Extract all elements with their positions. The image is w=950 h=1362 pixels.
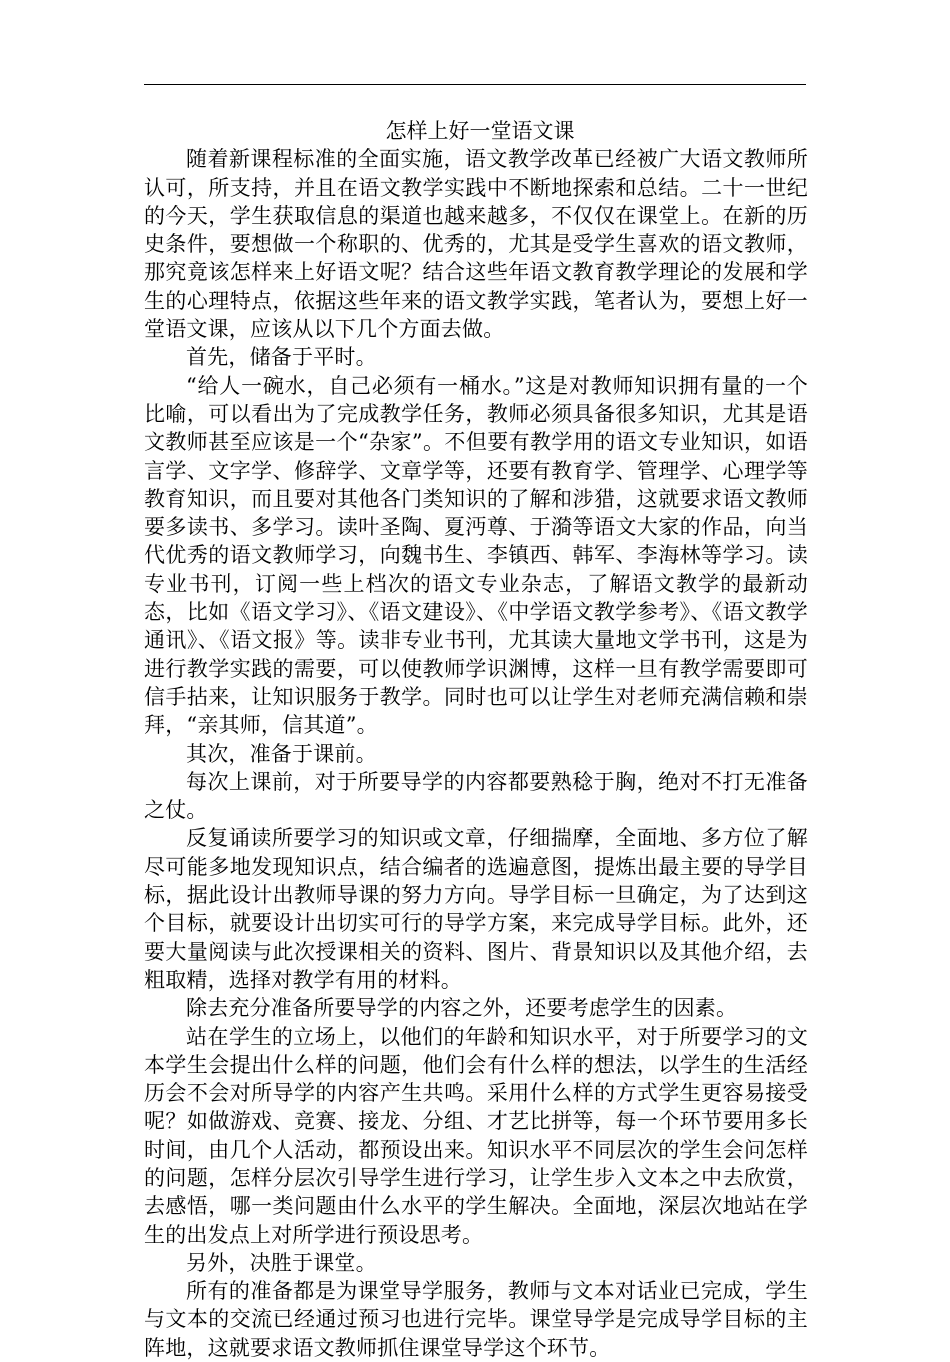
paragraph-classroom: 所有的准备都是为课堂导学服务，教师与文本对话业已完成，学生与文本的交流已经通过预习也进行完毕。课堂导学是完成导学目标的主阵地，这就要求语文教师抓住课堂导学这个环节。: [144, 1279, 808, 1360]
section-heading-second: 其次，准备于课前。: [186, 741, 377, 766]
paragraph-knowledge: “给人一碗水，自己必须有一桶水。”这是对教师知识拥有量的一个比喻，可以看出为了完成教学任务，教师必须具备很多知识，尤其是语文教师甚至应该是一个“杂家”。不但要有教学用的语文专业知识，如语言学、文字学、修辞学、文章学等，还要有教育学、管理学、心理学等教育知识，而且要对其他各门类知识的了解和涉猎，这就要求语文教师要多读书、多学习。读叶圣陶、夏沔尊、于漪等语文大家的作品，向当代优秀的语文教师学习，向魏书生、李镇西、韩军、李海林等学习。读专业书刊，订阅一些上档次的语文专业杂志，了解语文教学的最新动态，比如《语文学习》、《语文建设》、《中学语文教学参考》、《语文教学通讯》、《语文报》等。读非专业书刊，尤其读大量地文学书刊，这是为进行教学实践的需要，可以使教师学识渊博，这样一旦有教学需要即可信手拈来，让知识服务于教学。同时也可以让学生对老师充满信赖和崇拜，“亲其师，信其道”。: [144, 373, 808, 738]
paragraph-student-factors: 除去充分准备所要导学的内容之外，还要考虑学生的因素。: [186, 996, 738, 1021]
document-body: [144, 117, 808, 1362]
section-heading-third: 另外，决胜于课堂。: [186, 1250, 377, 1275]
header-rule: [144, 84, 806, 85]
paragraph-reading: 反复诵读所要学习的知识或文章，仔细揣摩，全面地、多方位了解尽可能多地发现知识点，结合编者的选遍意图，提炼出最主要的导学目标，据此设计出教师导课的努力方向。导学目标一旦确定，为了达到这个目标，就要设计出切实可行的导学方案，来完成导学目标。此外，还要大量阅读与此次授课相关的资料、图片、背景知识以及其他介绍，去粗取精，选择对教学有用的材料。: [144, 826, 808, 992]
paragraph-student-perspective: 站在学生的立场上，以他们的年龄和知识水平，对于所要学习的文本学生会提出什么样的问题，他们会有什么样的想法，以学生的生活经历会不会对所导学的内容产生共鸣。采用什么样的方式学生更容易接受呢？如做游戏、竞赛、接龙、分组、才艺比拼等，每一个环节要用多长时间，由几个人活动，都预设出来。知识水平不同层次的学生会问怎样的问题，怎样分层次引导学生进行学习，让学生步入文本之中去欣赏，去感悟，哪一类问题由什么水平的学生解决。全面地，深层次地站在学生的出发点上对所学进行预设思考。: [144, 1024, 808, 1247]
paragraph-preparation: 每次上课前，对于所要导学的内容都要熟稔于胸，绝对不打无准备之仗。: [144, 769, 808, 823]
document-title: 怎样上好一堂语文课: [385, 119, 575, 143]
paragraph-intro: 随着新课程标准的全面实施，语文教学改革已经被广大语文教师所认可，所支持，并且在语文教学实践中不断地探索和总结。二十一世纪的今天，学生获取信息的渠道也越来越多，不仅仅在课堂上。在新的历史条件，要想做一个称职的、优秀的，尤其是受学生喜欢的语文教师，那究竟该怎样来上好语文呢？结合这些年语文教育教学理论的发展和学生的心理特点，依据这些年来的语文教学实践，笔者认为，要想上好一堂语文课，应该从以下几个方面去做。: [144, 147, 808, 342]
section-heading-first: 首先，储备于平时。: [186, 345, 377, 370]
